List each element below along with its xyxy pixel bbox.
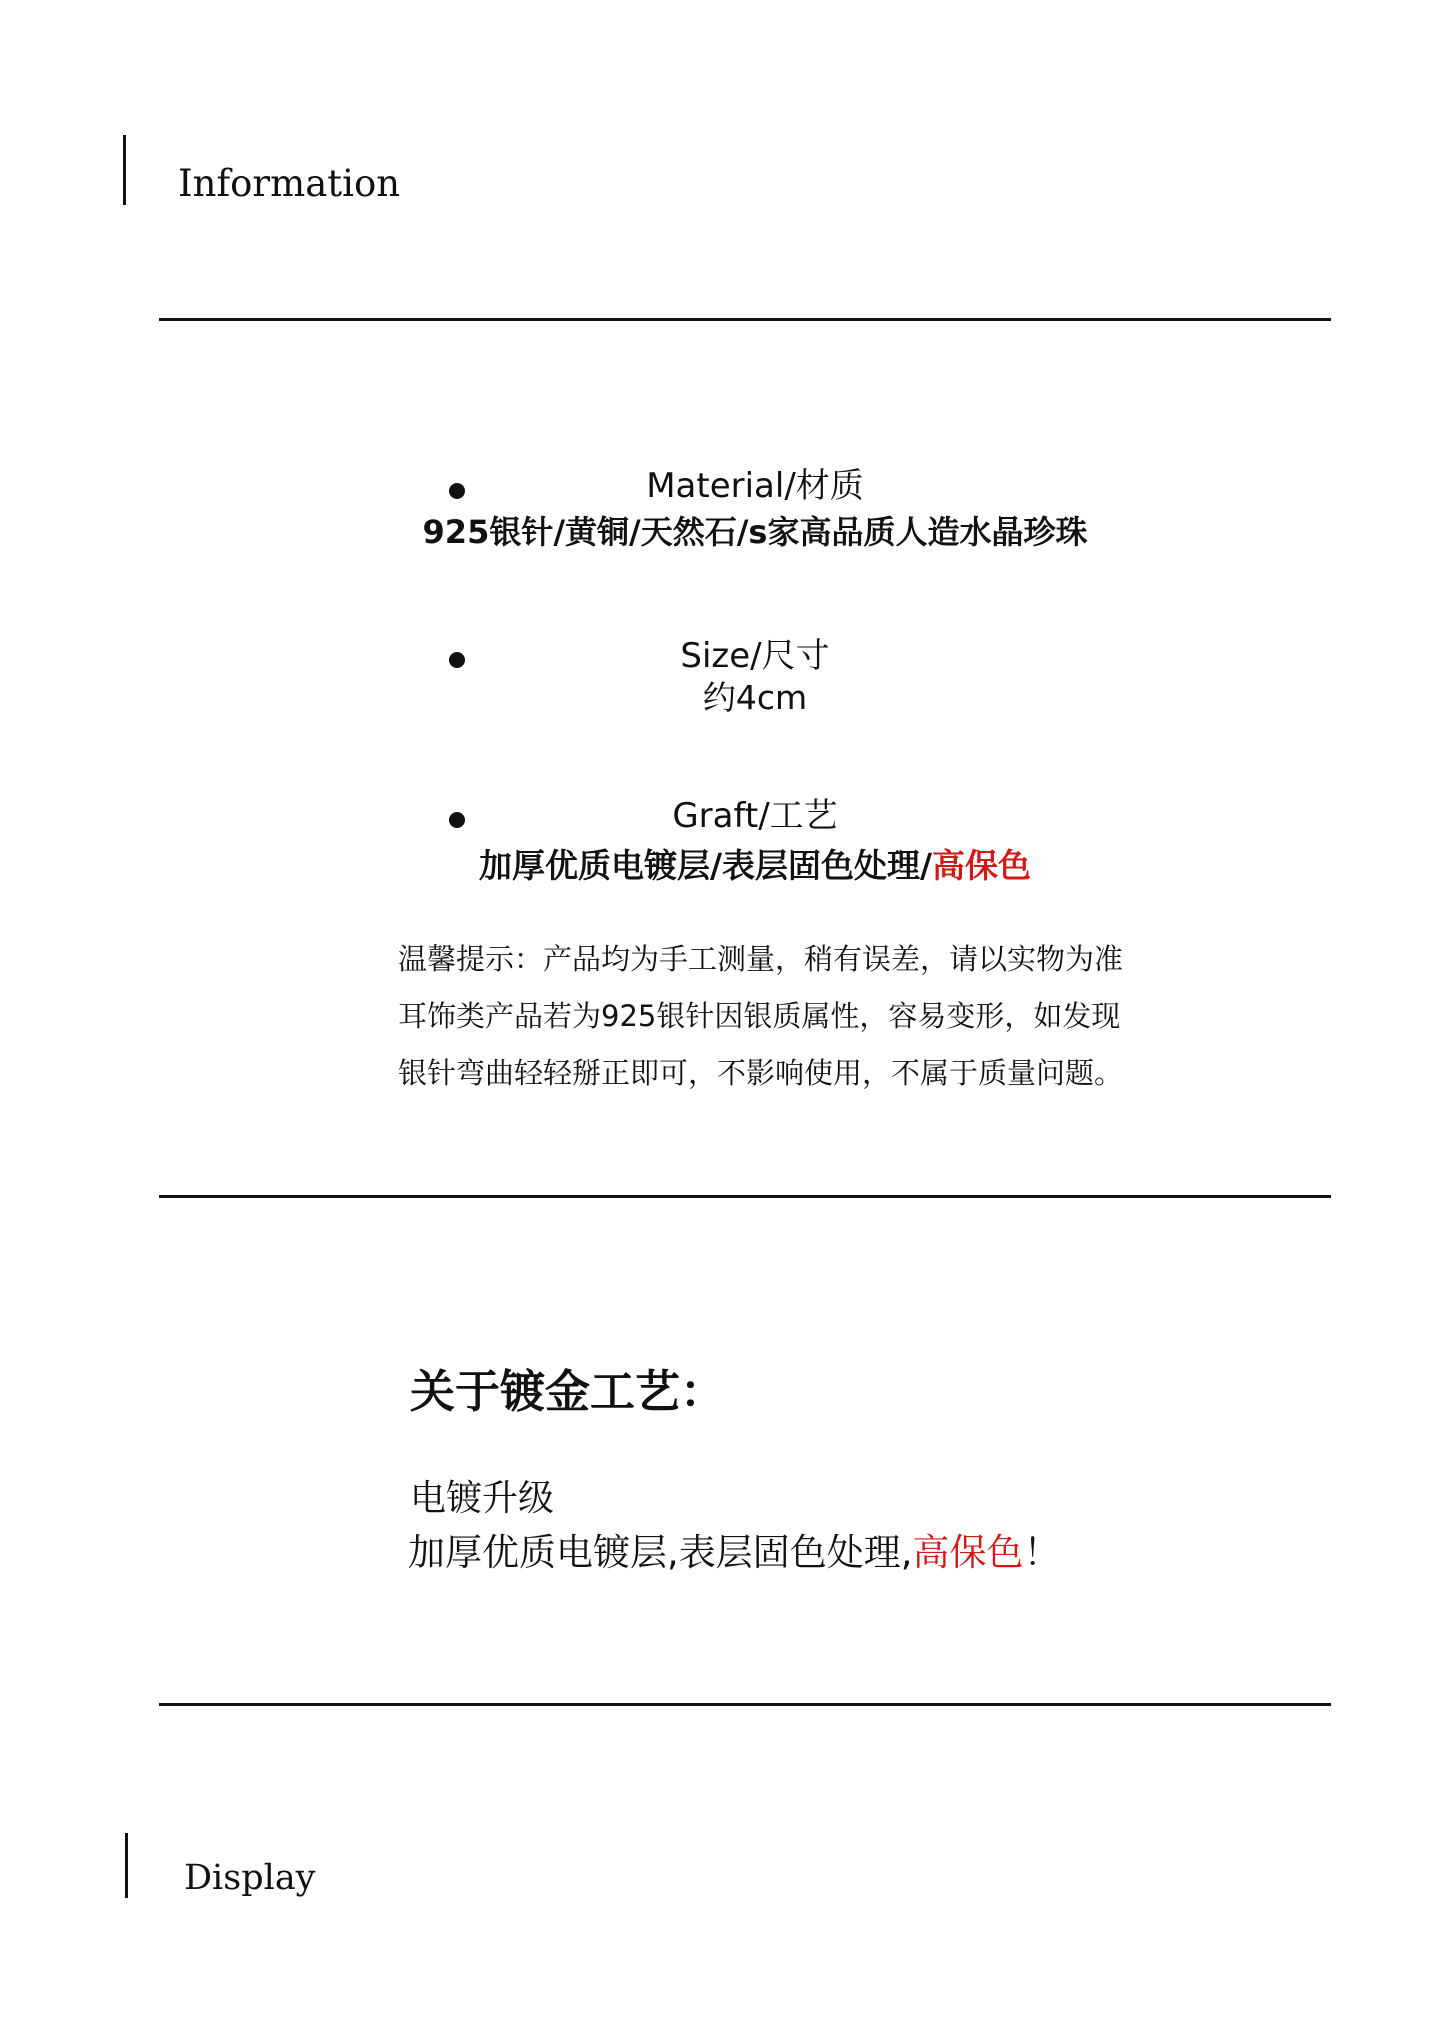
divider-top xyxy=(159,318,1331,321)
about-title: 关于镀金工艺： xyxy=(410,1365,726,1418)
about-description-highlight: 高保色 xyxy=(912,1531,1024,1574)
size-value: 约4cm xyxy=(702,678,808,717)
display-title: Display xyxy=(184,1858,316,1898)
information-title: Information xyxy=(178,162,401,205)
material-heading: Material/材质 xyxy=(646,466,864,506)
divider-bottom xyxy=(159,1703,1331,1706)
craft-heading: Graft/工艺 xyxy=(672,796,838,836)
notice-line-1: 温馨提示：产品均为手工测量，稍有误差，请以实物为准 xyxy=(398,942,1124,976)
section-marker-bar xyxy=(123,135,126,205)
notice-line-3: 银针弯曲轻轻掰正即可，不影响使用，不属于质量问题。 xyxy=(398,1056,1124,1090)
craft-value xyxy=(400,840,1110,887)
craft-value-main: 加厚优质电镀层/表层固色处理/ xyxy=(478,846,933,885)
divider-middle xyxy=(159,1195,1331,1198)
size-heading: Size/尺寸 xyxy=(680,636,830,676)
notice-line-2: 耳饰类产品若为925银针因银质属性，容易变形，如发现 xyxy=(398,999,1121,1033)
craft-value-highlight: 高保色 xyxy=(932,846,1032,885)
section-marker-bar xyxy=(125,1833,128,1898)
about-subtitle: 电镀升级 xyxy=(410,1478,555,1519)
about-description-end: ！ xyxy=(1023,1531,1061,1574)
about-description xyxy=(408,1522,1061,1576)
about-description-main: 加厚优质电镀层,表层固色处理, xyxy=(408,1531,913,1574)
material-value: 925银针/黄铜/天然石/s家高品质人造水晶珍珠 xyxy=(422,513,1088,551)
